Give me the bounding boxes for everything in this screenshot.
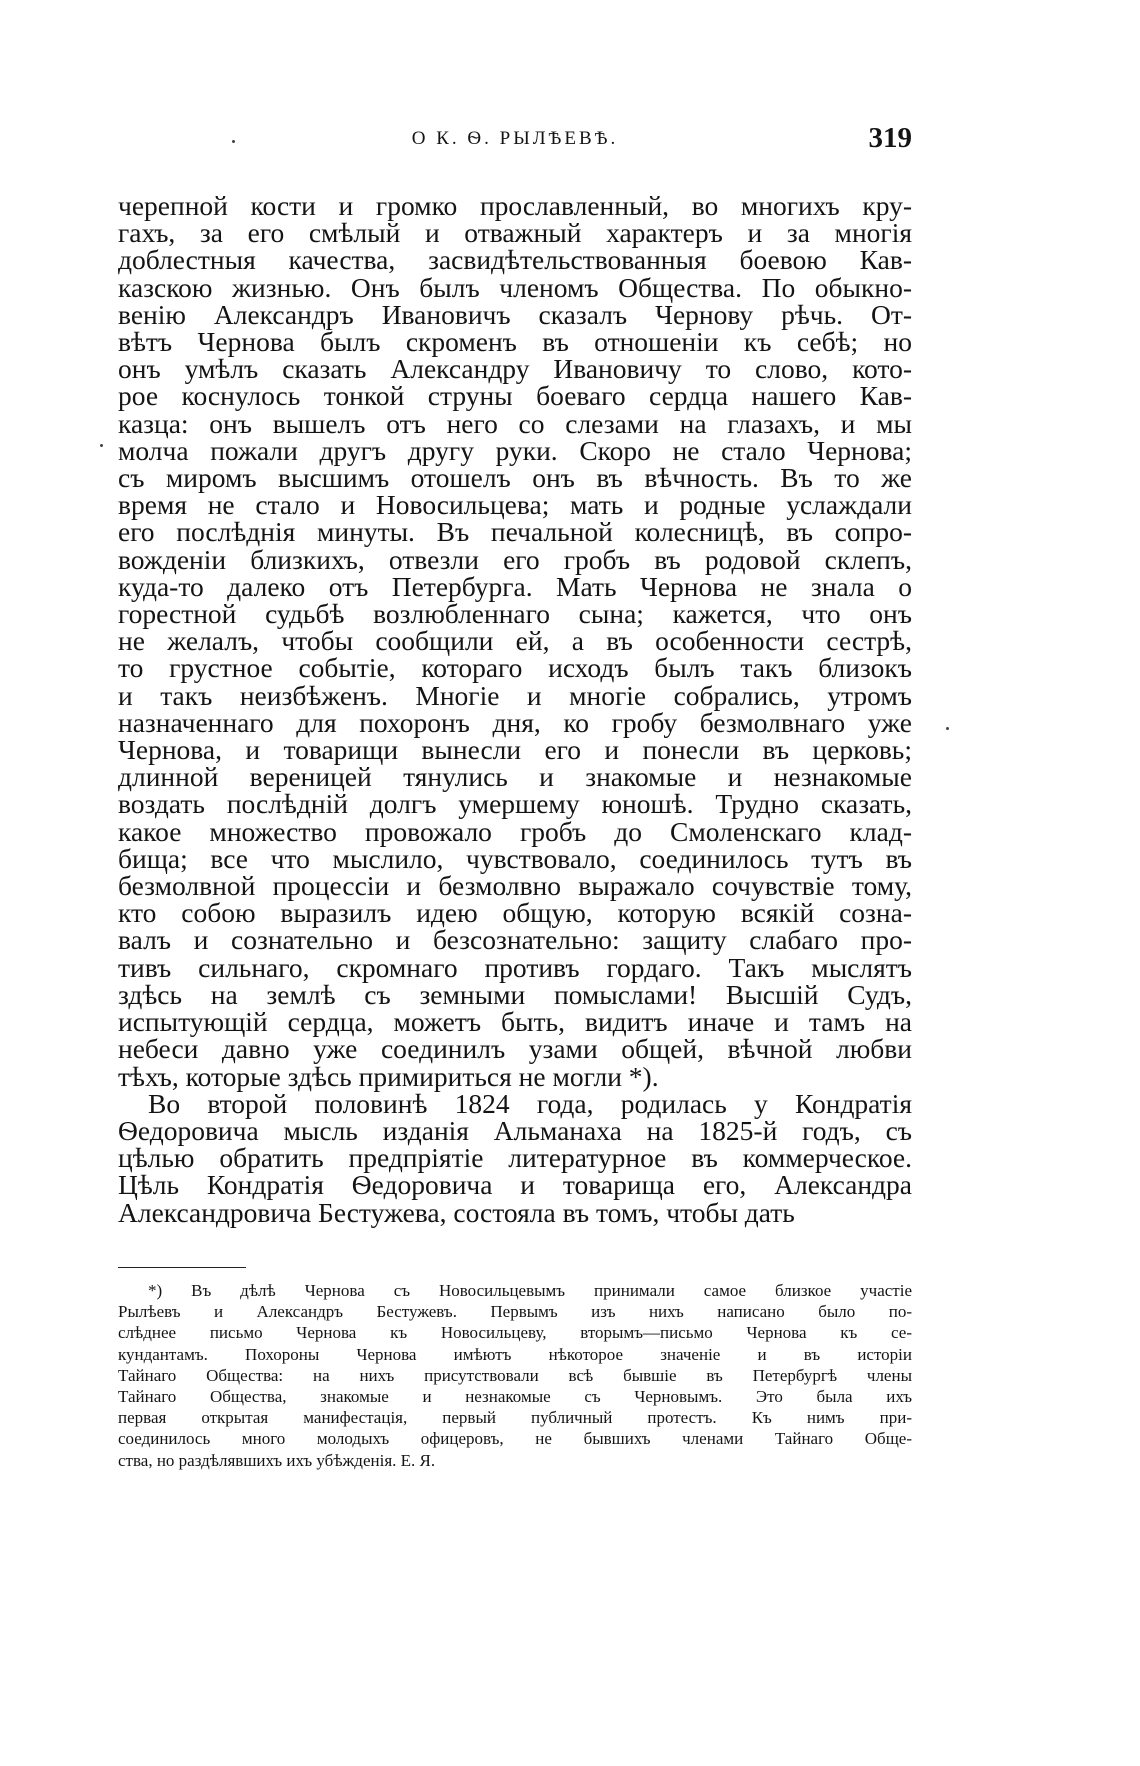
footnote-line: Рылѣевъ и Александръ Бестужевъ. Первымъ изъ нихъ написано было по- <box>118 1302 912 1322</box>
body-line: казскою жизнью. Онъ былъ членомъ Общества. По обыкно- <box>118 271 912 303</box>
body-line: Ѳедоровича мысль изданія Альманаха на 1825-й годъ, съ <box>118 1114 912 1146</box>
footnote-line: соединилось много молодыхъ офицеровъ, не бывшихъ членами Тайнаго Обще- <box>118 1429 912 1449</box>
footnote-line: слѣднее письмо Чернова къ Новосильцеву, вторымъ—письмо Чернова къ се- <box>118 1323 912 1343</box>
body-line: онъ умѣлъ сказать Александру Ивановичу то слово, кото- <box>118 353 912 385</box>
body-line: венію Александръ Ивановичъ сказалъ Чернову рѣчь. От- <box>118 298 912 330</box>
body-line: и такъ неизбѣженъ. Многіе и многіе собрались, утромъ <box>118 679 912 711</box>
body-line: испытующій сердца, можетъ быть, видитъ иначе и тамъ на <box>118 1006 912 1038</box>
body-line: доблестныя качества, засвидѣтельствованныя боевою Кав- <box>118 244 912 276</box>
body-line: черепной кости и громко прославленный, во многихъ кру- <box>118 190 912 221</box>
body-line: не желалъ, чтобы сообщили ей, а въ особенности сестрѣ, <box>118 625 912 657</box>
body-line: вѣтъ Чернова былъ скроменъ въ отношеніи къ себѣ; но <box>118 326 912 358</box>
body-line: валъ и сознательно и безсознательно: защиту слабаго про- <box>118 924 912 956</box>
footnote-line: первая открытая манифестація, первый публичный протестъ. Къ нимъ при- <box>118 1408 912 1428</box>
page-header <box>118 122 912 168</box>
body-line: какое множество провожало гробъ до Смоленскаго клад- <box>118 815 912 847</box>
body-line: бища; все что мыслило, чувствовало, соединилось тутъ въ <box>118 842 912 874</box>
footnote-line: ства, но раздѣлявшихъ ихъ убѣжденія. Е. Я. <box>118 1450 436 1470</box>
body-line: назначеннаго для похоронъ дня, ко гробу безмолвнаго уже <box>118 706 912 738</box>
body-line: цѣлью обратить предпріятіе литературное въ коммерческое. <box>118 1142 912 1174</box>
body-line: безмолвной процессіи и безмолвно выражало сочувствіе тому, <box>118 870 912 902</box>
body-line: Александровича Бестужева, состояла въ томъ, чтобы дать <box>118 1196 795 1228</box>
body-line: горестной судьбѣ возлюбленнаго сына; кажется, что онъ <box>118 598 912 630</box>
body-line: рое коснулось тонкой струны боеваго сердца нашего Кав- <box>118 380 912 412</box>
body-line: небеси давно уже соединилъ узами общей, вѣчной любви <box>118 1033 912 1065</box>
body-line: его послѣднія минуты. Въ печальной колесницѣ, въ сопро- <box>118 516 912 548</box>
body-line: молча пожали другъ другу руки. Скоро не стало Чернова; <box>118 434 912 466</box>
print-speck <box>232 140 235 143</box>
body-line: тивъ сильнаго, скромнаго противъ гордаго. Такъ мыслятъ <box>118 951 912 983</box>
body-line: съ миромъ высшимъ отошелъ онъ въ вѣчность. Въ то же <box>118 462 912 494</box>
body-line: куда-то далеко отъ Петербурга. Мать Чернова не знала о <box>118 570 912 602</box>
print-speck <box>100 444 103 447</box>
page-number: 319 <box>868 122 912 154</box>
body-line: Цѣль Кондратія Ѳедоровича и товарища его, Александра <box>118 1169 912 1201</box>
footnote-line: *) Въ дѣлѣ Чернова съ Новосильцевымъ принимали самое близкое участіе <box>148 1281 912 1300</box>
footnote-line: Тайнаго Общества, знакомые и незнакомые съ Черновымъ. Это была ихъ <box>118 1387 912 1407</box>
body-line: длинной вереницей тянулись и знакомые и незнакомые <box>118 761 912 793</box>
body-line: здѣсь на землѣ съ земными помыслами! Высшій Судъ, <box>118 978 912 1010</box>
body-line: вожденіи близкихъ, отвезли его гробъ въ родовой склепъ, <box>118 543 912 575</box>
body-line: казца: онъ вышелъ отъ него со слезами на глазахъ, и мы <box>118 407 912 439</box>
body-text <box>118 192 912 1226</box>
footnote-line: кундантамъ. Похороны Чернова имѣютъ нѣкоторое значеніе и въ исторіи <box>118 1344 912 1364</box>
print-speck <box>946 727 949 730</box>
running-head: О К. Ѳ. РЫЛѢЕВѢ. <box>411 128 619 149</box>
footnote-separator <box>118 1267 246 1268</box>
body-line: время не стало и Новосильцева; мать и родные услаждали <box>118 489 912 521</box>
footnote <box>118 1280 912 1471</box>
body-line: кто собою выразилъ идею общую, которую всякій созна- <box>118 897 912 929</box>
body-line: то грустное событіе, котораго исходъ былъ такъ близокъ <box>118 652 912 684</box>
body-line: гахъ, за его смѣлый и отважный характеръ и за многія <box>118 217 912 249</box>
body-line: воздать послѣдній долгъ умершему юношѣ. Трудно сказать, <box>118 788 912 820</box>
body-line: Во второй половинѣ 1824 года, родилась у Кондратія <box>148 1087 912 1119</box>
body-line: Чернова, и товарищи вынесли его и понесли въ церковь; <box>118 734 912 766</box>
footnote-line: Тайнаго Общества: на нихъ присутствовали всѣ бывшіе въ Петербургѣ члены <box>118 1365 912 1385</box>
body-line: тѣхъ, которые здѣсь примириться не могли *). <box>118 1060 659 1092</box>
